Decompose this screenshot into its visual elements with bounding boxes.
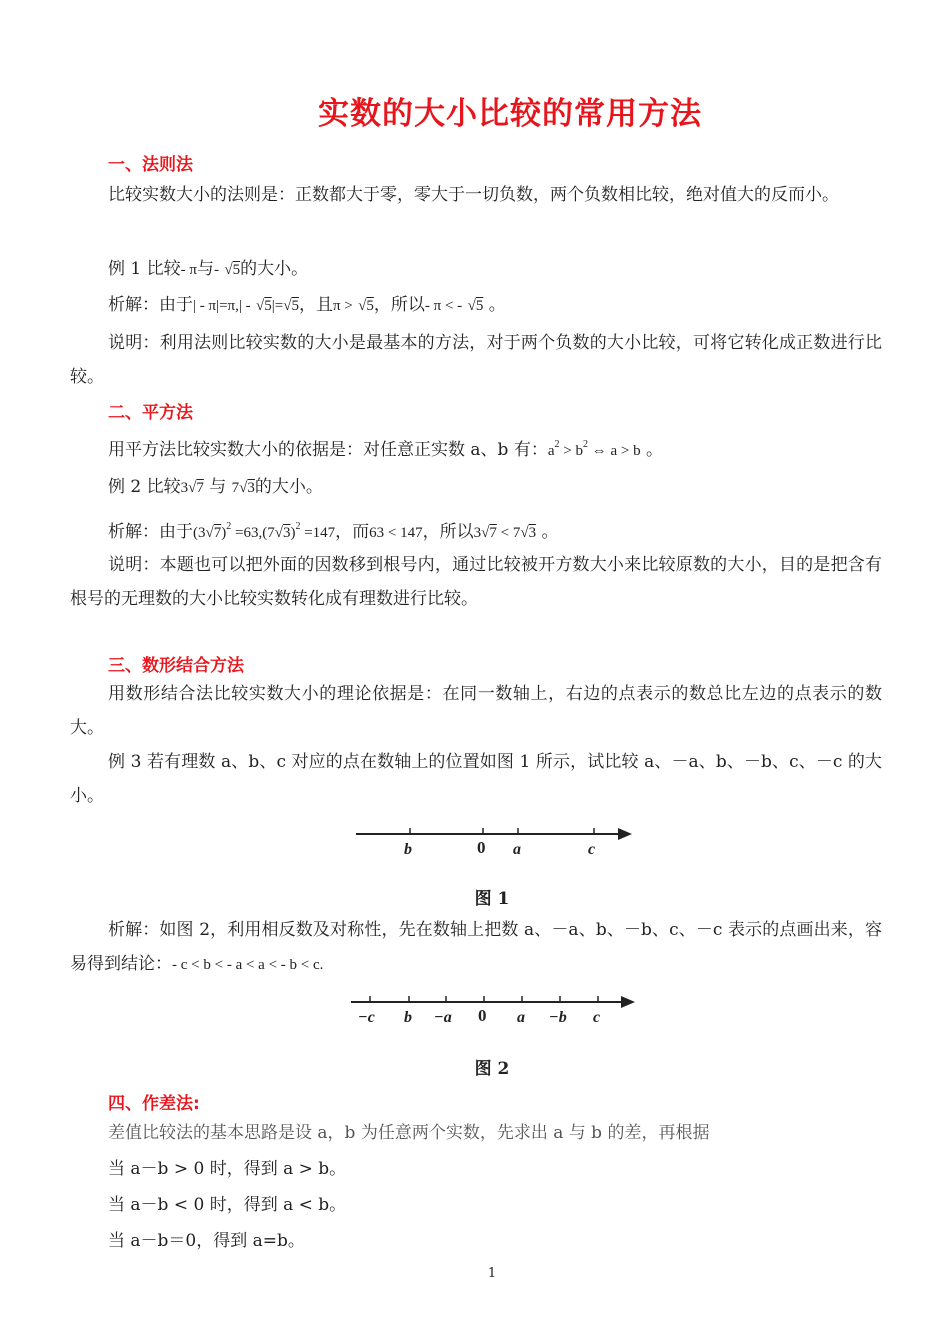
analysis-1-mid2: ，所以 — [373, 295, 425, 315]
example-2-suffix: 的大小。 — [254, 477, 323, 497]
axis-arrow-icon — [618, 828, 632, 840]
section-heading-4: 四、作差法: — [108, 1094, 200, 1114]
number-line-figure-2 — [345, 990, 645, 1030]
figure-1-caption: 图 1 — [474, 889, 510, 909]
example-1-mid: 与 — [196, 259, 214, 279]
analysis-2-cmp: 63 < 147 — [369, 525, 423, 541]
example-2-root-a: 7 — [196, 480, 204, 496]
example-2-coef-b: 7 — [231, 480, 240, 496]
example-2-mid: 与 — [209, 477, 227, 497]
subtraction-intro: 差值比较法的基本思路是设 a，b 为任意两个实数，先求出 a 与 b 的差，再根据 — [108, 1123, 710, 1143]
example-1-neg-pi: - π — [180, 262, 197, 278]
label-zero: 0 — [478, 1006, 487, 1025]
basis-2-tail: ⇔ a > b — [587, 443, 641, 459]
analysis-2-e2: ) — [221, 525, 227, 541]
analysis-1-prefix: 析解：由于 — [108, 295, 193, 315]
analysis-1 — [108, 290, 506, 321]
analysis-3 — [70, 913, 882, 982]
analysis-2-cr1: 7 — [489, 525, 497, 541]
sqrt-icon: √ — [239, 480, 248, 496]
label-b: b — [404, 1009, 412, 1026]
analysis-1-root1: 5 — [264, 298, 272, 314]
analysis-2-e1: (3 — [193, 525, 206, 541]
subtraction-case-1: 当 a－b > 0 时，得到 a > b。 — [108, 1159, 347, 1179]
sqrt-icon: √ — [188, 480, 197, 496]
analysis-1-mid: ，且 — [298, 295, 333, 315]
analysis-2-c1: 3 — [473, 525, 482, 541]
analysis-3-result: - c < b < - a < a < - b < c. — [172, 957, 324, 973]
sqrt-icon: √ — [274, 525, 283, 541]
analysis-2-r2: 3 — [282, 525, 291, 541]
analysis-2-sq2: 2 — [295, 521, 301, 532]
example-3: 例 3 若有理数 a、b、c 对应的点在数轴上的位置如图 1 所示，试比较 a、－a、b、－b、c、－c 的大小。 — [70, 752, 882, 806]
analysis-2-end: 。 — [541, 522, 559, 542]
analysis-1-root2: 5 — [291, 298, 299, 314]
section-heading-1: 一、法则法 — [108, 155, 193, 175]
rule-paragraph: 比较实数大小的法则是：正数都大于零，零大于一切负数，两个负数相比较，绝对值大的反而小。 — [108, 185, 839, 205]
subtraction-case-3: 当 a－b＝0，得到 a=b。 — [108, 1231, 305, 1251]
page-number: 1 — [487, 1266, 497, 1281]
basis-2-a: a — [547, 443, 555, 459]
sqrt-icon: √ — [224, 262, 233, 278]
note-1: 说明：利用法则比较实数的大小是最基本的方法，对于两个负数的大小比较，可将它转化成正数进行比较。 — [70, 333, 882, 387]
analysis-1-root3: 5 — [366, 298, 374, 314]
label-a: a — [513, 841, 521, 858]
example-1-neg-sign: - — [213, 262, 219, 278]
sqrt-icon: √ — [467, 298, 476, 314]
analysis-1-expr4: - π < - — [424, 298, 463, 314]
example-2 — [108, 472, 323, 503]
sqrt-icon: √ — [256, 298, 265, 314]
sqrt-icon: √ — [283, 298, 292, 314]
example-2-prefix: 例 2 比较 — [108, 477, 181, 497]
label-minus-c: −c — [358, 1009, 375, 1026]
basis-2 — [108, 430, 663, 466]
analysis-2-mid: ，而 — [335, 522, 370, 542]
figure-2-caption: 图 2 — [474, 1059, 510, 1079]
page-title: 实数的大小比较的常用方法 — [318, 96, 702, 132]
analysis-2-lt: < 7 — [496, 525, 521, 541]
basis-2-sq-a: 2 — [554, 439, 560, 450]
note-2: 说明：本题也可以把外面的因数移到根号内，通过比较被开方数大小来比较原数的大小，目的是把含有根号的无理数的大小比较实数转化成有理数进行比较。 — [70, 555, 882, 609]
sqrt-icon: √ — [205, 525, 214, 541]
analysis-3-text: 析解：如图 2，利用相反数及对称性，先在数轴上把数 a、－a、b、－b、c、－c 表示的点画出来，容易得到结论： — [70, 920, 882, 974]
axis-arrow-icon — [621, 996, 635, 1008]
analysis-1-end: 。 — [488, 295, 506, 315]
number-line-figure-1 — [350, 822, 640, 862]
example-1 — [108, 254, 308, 285]
analysis-2-mid2: ，所以 — [422, 522, 474, 542]
basis-2-end: 。 — [646, 440, 663, 460]
sqrt-icon: √ — [358, 298, 367, 314]
sqrt-icon: √ — [481, 525, 490, 541]
analysis-2-cr2: 3 — [528, 525, 537, 541]
analysis-1-root4: 5 — [475, 298, 484, 314]
label-c: c — [593, 1009, 601, 1026]
analysis-1-expr3: π > — [332, 298, 353, 314]
label-c: c — [588, 841, 596, 858]
example-2-root-b: 3 — [247, 480, 255, 496]
analysis-2 — [108, 512, 558, 548]
basis-2-prefix: 用平方法比较实数大小的依据是：对任意正实数 a、b 有： — [108, 440, 548, 460]
example-1-suffix: 的大小。 — [240, 259, 309, 279]
example-2-coef-a: 3 — [180, 480, 189, 496]
sqrt-icon: √ — [520, 525, 529, 541]
analysis-2-r1: 7 — [213, 525, 222, 541]
basis-3: 用数形结合法比较实数大小的理论依据是：在同一数轴上，右边的点表示的数总比左边的点表示的数大。 — [70, 684, 882, 738]
basis-2-sq-b: 2 — [582, 439, 588, 450]
analysis-2-e3: =63,(7 — [231, 525, 275, 541]
example-1-prefix: 例 1 比较 — [108, 259, 181, 279]
label-b: b — [404, 841, 412, 858]
subtraction-case-2: 当 a－b < 0 时，得到 a < b。 — [108, 1195, 347, 1215]
analysis-2-e5: =147 — [300, 525, 336, 541]
analysis-1-expr1: | - π|=π,| - — [193, 298, 251, 314]
analysis-2-e4: ) — [290, 525, 296, 541]
label-minus-b: −b — [549, 1009, 567, 1026]
basis-2-rest: > b — [559, 443, 583, 459]
analysis-1-expr2: |= — [271, 298, 284, 314]
section-heading-3: 三、数形结合方法 — [108, 656, 244, 676]
label-minus-a: −a — [434, 1009, 452, 1026]
label-a: a — [517, 1009, 525, 1026]
label-zero: 0 — [477, 838, 486, 857]
section-heading-2: 二、平方法 — [108, 403, 193, 423]
analysis-2-prefix: 析解：由于 — [108, 522, 193, 542]
analysis-2-sq1: 2 — [226, 521, 232, 532]
example-1-radicand: 5 — [232, 262, 241, 278]
